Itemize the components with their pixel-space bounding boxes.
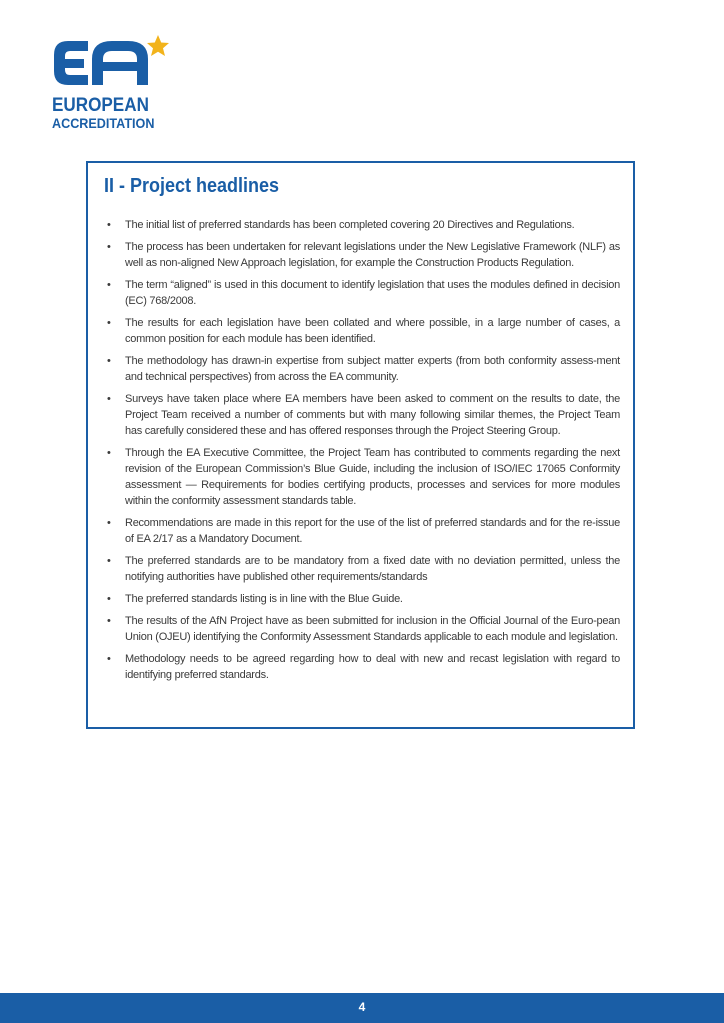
ea-star-logo-icon [50,35,175,93]
list-item: • Surveys have taken place where EA members have been asked to comment on the results to date, the Project Team received a number of comments but with many following similar themes, the Project Team has carefully considered these and has offered responses through the Project Steering Group. [116,391,620,439]
european-accreditation-logo [50,35,180,135]
list-item: • The preferred standards are to be mandatory from a fixed date with no deviation permitted, unless the notifying authorities have published other requirements/standards [116,553,620,585]
section-heading: II - Project headlines [104,175,280,197]
list-item: • Methodology needs to be agreed regarding how to deal with new and recast legislation with regard to identifying preferred standards. [116,651,620,683]
list-item: • Through the EA Executive Committee, the Project Team has contributed to comments regarding the next revision of the European Commission’s Blue Guide, including the inclusion of ISO/IEC 17065 Conformity assessment — Requirements for bodies certifying products, processes and services for more modules within the conformity assessment standards table. [116,445,620,509]
list-item: • The methodology has drawn-in expertise from subject matter experts (from both conformity assess-ment and technical perspectives) from across the EA community. [116,353,620,385]
project-headlines-panel [86,161,635,729]
list-item: • The results of the AfN Project have as been submitted for inclusion in the Official Journal of the Euro-pean Union (OJEU) identifying the Conformity Assessment Standards applicable to each module and legislation. [116,613,620,645]
list-item: • Recommendations are made in this report for the use of the list of preferred standards and for the re-issue of EA 2/17 as a Mandatory Document. [116,515,620,547]
headlines-list [116,217,620,689]
list-item: • The results for each legislation have been collated and where possible, in a large number of cases, a common position for each module has been identified. [116,315,620,347]
logo-text-european: EUROPEAN [52,95,149,116]
page-footer [0,993,724,1023]
list-item: • The process has been undertaken for relevant legislations under the New Legislative Framework (NLF) as well as non-aligned New Approach legislation, for example the Construction Products Regulation. [116,239,620,271]
list-item: • The initial list of preferred standards has been completed covering 20 Directives and Regulations. [116,217,620,233]
list-item: • The preferred standards listing is in line with the Blue Guide. [116,591,620,607]
list-item: • The term “aligned” is used in this document to identify legislation that uses the modules defined in decision (EC) 768/2008. [116,277,620,309]
page-number: 4 [358,1000,366,1014]
logo-text-accreditation: ACCREDITATION [52,115,155,131]
